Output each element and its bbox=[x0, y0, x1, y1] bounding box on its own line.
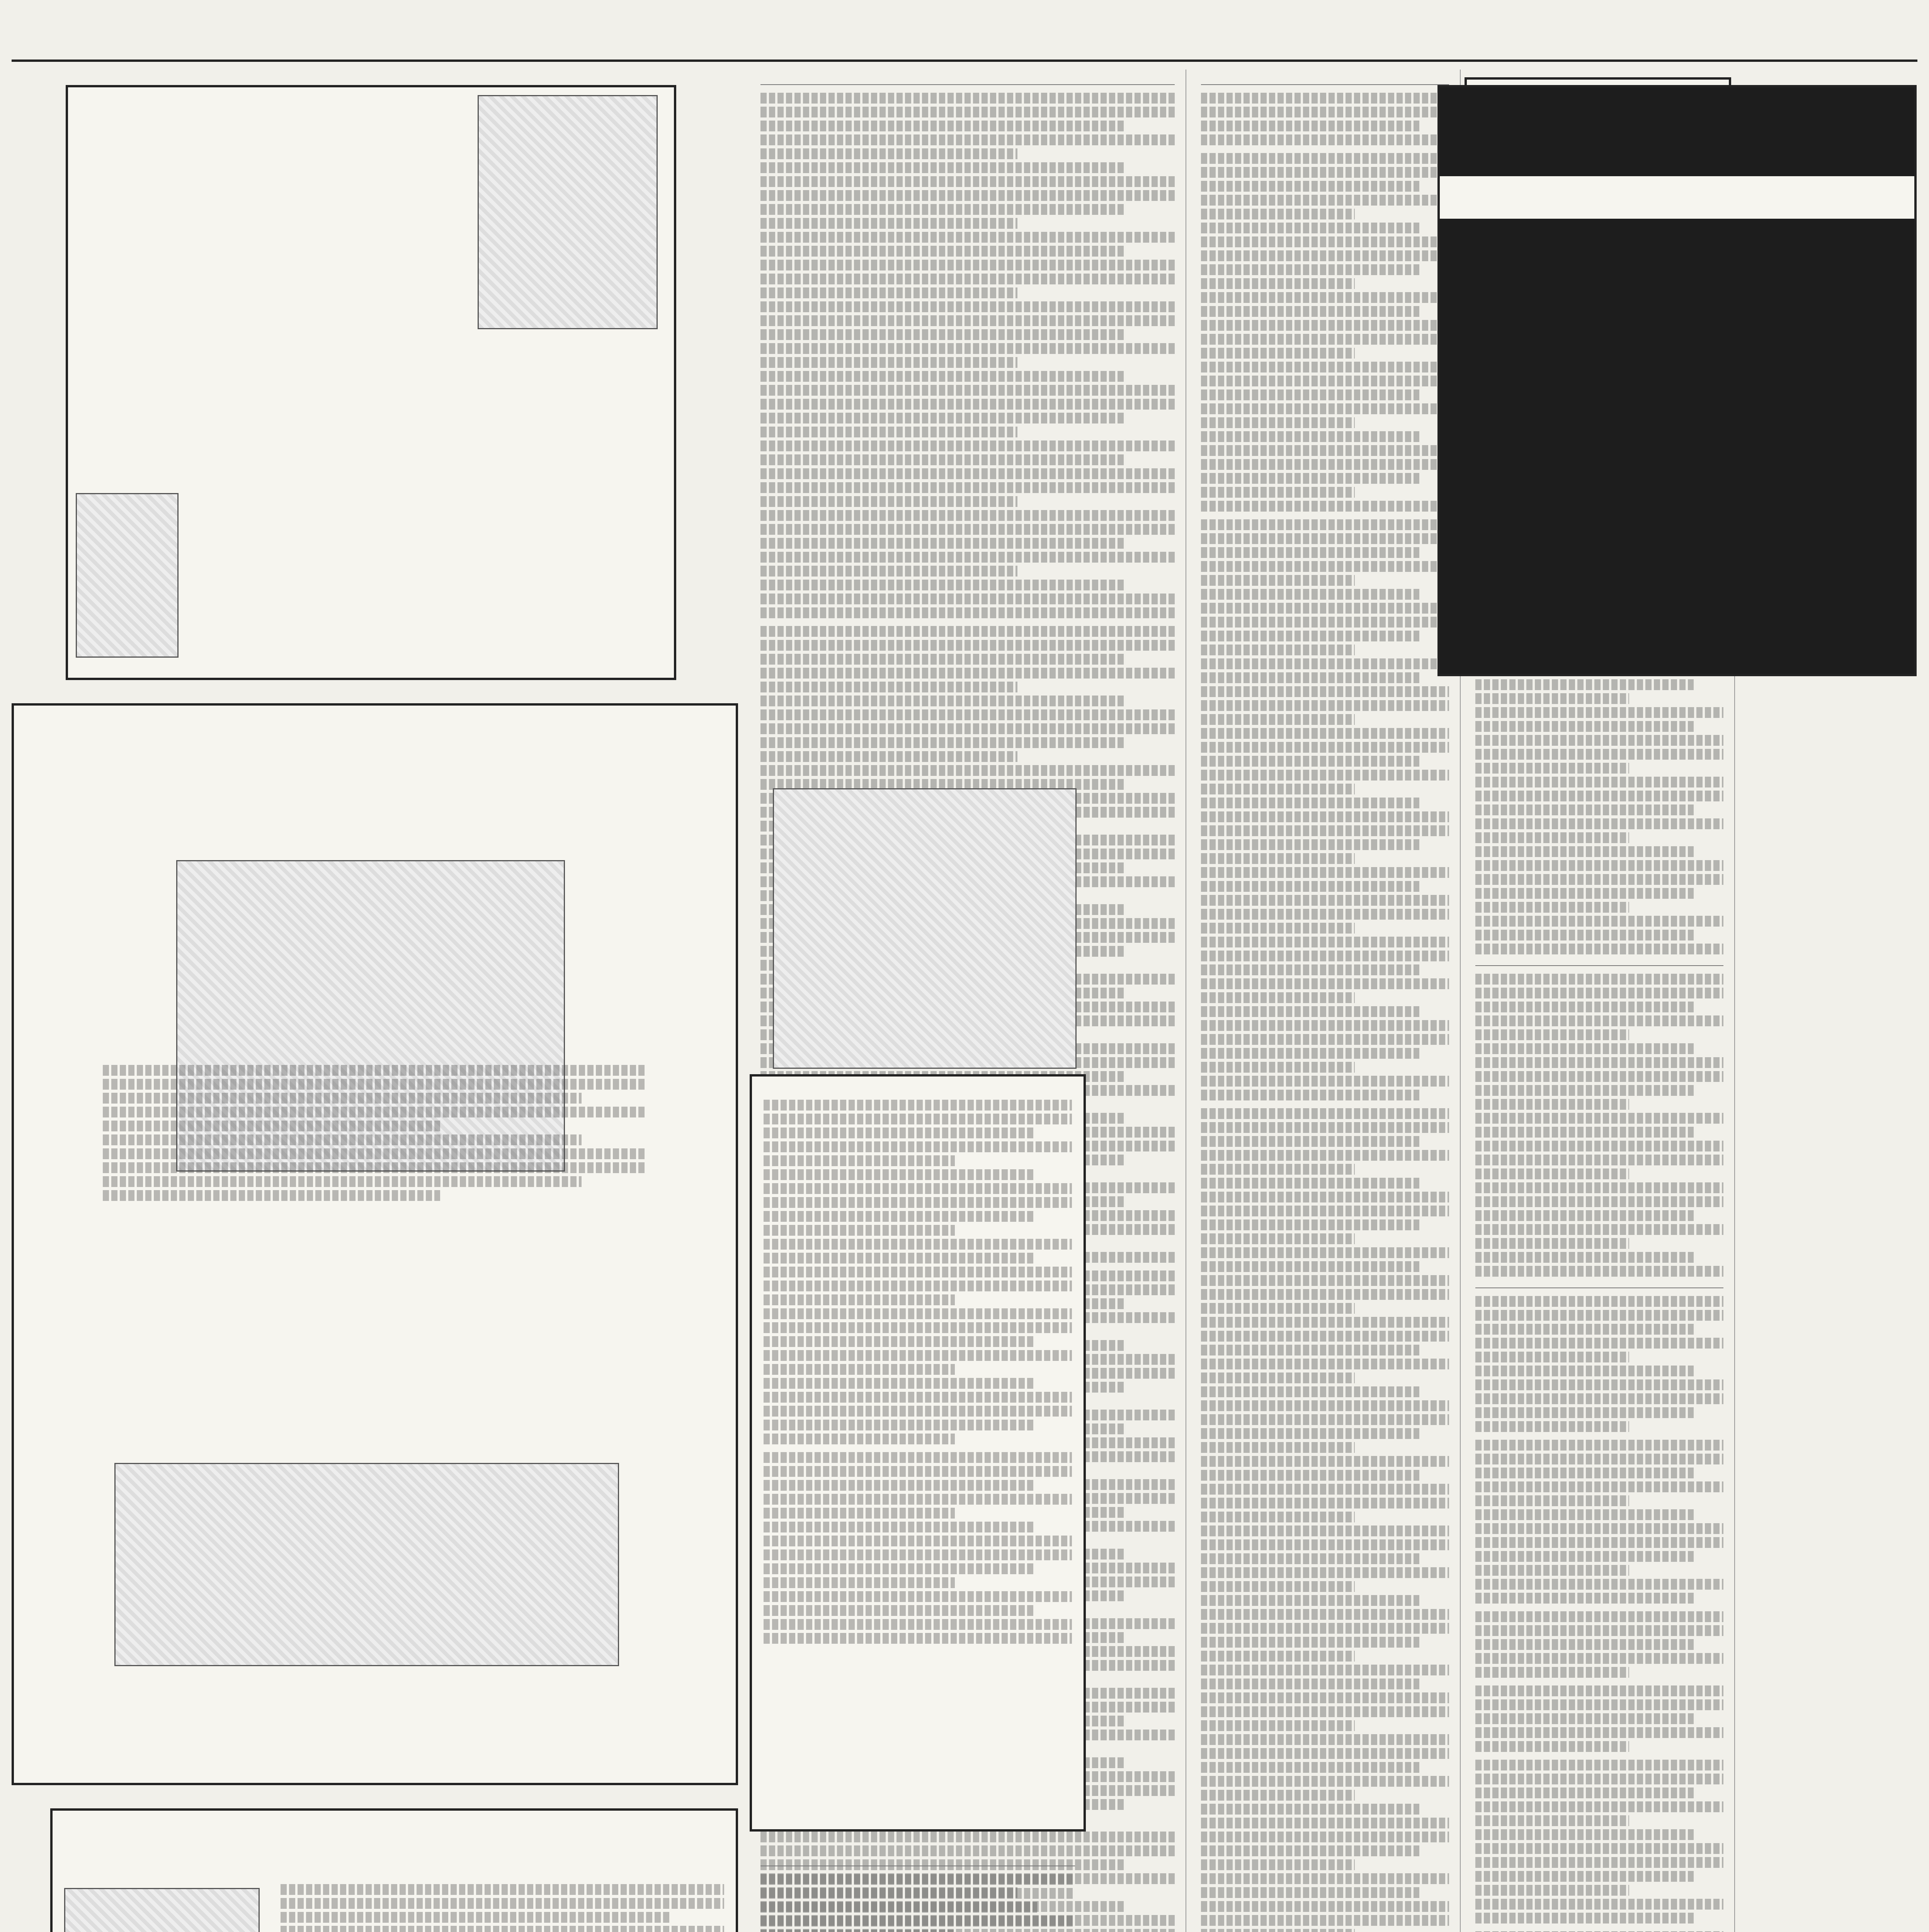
supreme-title bbox=[760, 1862, 1075, 1866]
sporting-title bbox=[1201, 81, 1449, 85]
farm-title bbox=[1475, 962, 1723, 966]
separator-illustration bbox=[64, 1888, 260, 1932]
kash-ad bbox=[66, 85, 676, 680]
rheumaline-ad bbox=[750, 1074, 1086, 1832]
column-sporting bbox=[1190, 70, 1461, 1932]
telegrams-title bbox=[1475, 1284, 1723, 1288]
masthead bbox=[12, 12, 1917, 62]
shirt-box-illustration bbox=[76, 493, 179, 658]
column-farm bbox=[1465, 556, 1735, 1932]
car-illustration bbox=[114, 1463, 619, 1666]
end-of-season-ad bbox=[1437, 85, 1917, 676]
maxwell-ad bbox=[12, 703, 738, 1785]
profit-title bbox=[760, 81, 1175, 85]
rheumaline-illustration bbox=[773, 788, 1077, 1069]
shirt-man-illustration bbox=[478, 95, 658, 329]
column-supreme bbox=[750, 1851, 1086, 1932]
alfa-laval-ad bbox=[50, 1808, 738, 1932]
